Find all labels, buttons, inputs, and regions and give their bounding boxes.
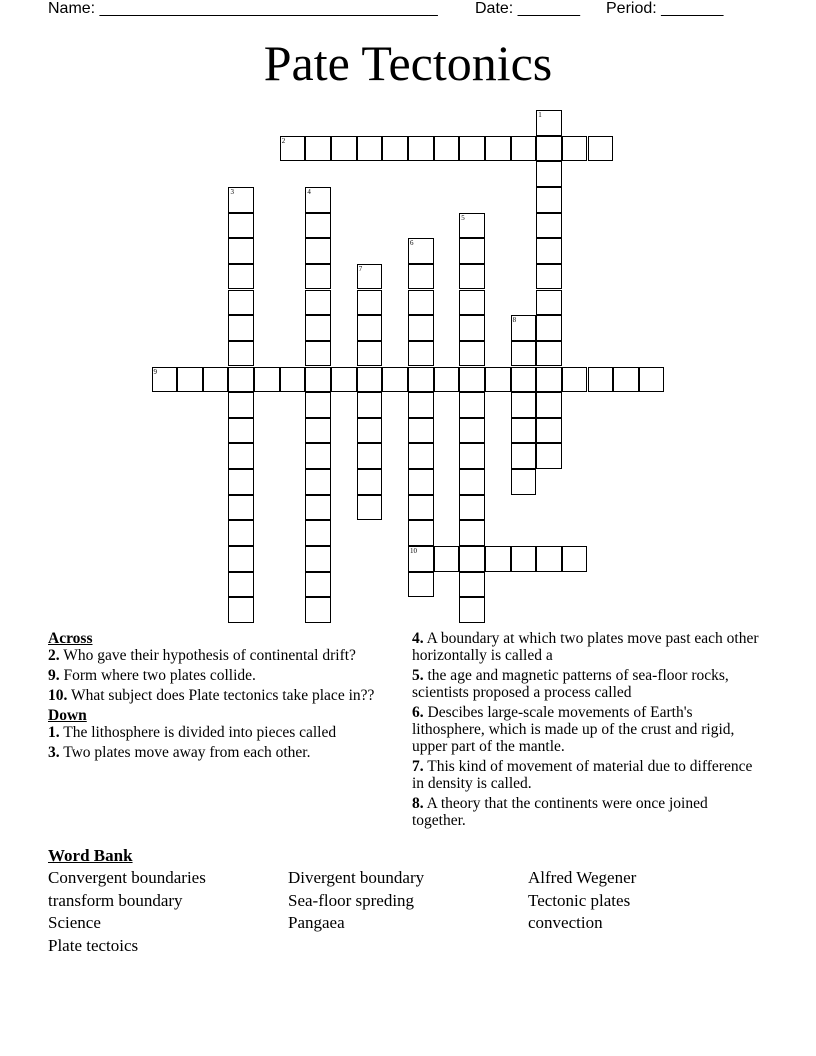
crossword-cell[interactable] xyxy=(305,264,331,290)
clue-number: 10. xyxy=(48,687,68,704)
crossword-cell[interactable] xyxy=(305,597,331,623)
crossword-cell[interactable] xyxy=(228,495,254,521)
clue-item xyxy=(412,758,762,792)
clue-number-label: 2 xyxy=(281,136,286,145)
crossword-cell[interactable] xyxy=(562,546,588,572)
clue-number-label: 1 xyxy=(538,111,542,119)
crossword-cell[interactable] xyxy=(228,315,254,341)
crossword-cell[interactable] xyxy=(228,469,254,495)
word-bank-item: Divergent boundary xyxy=(288,868,425,887)
crossword-cell[interactable] xyxy=(357,392,383,418)
crossword-cell[interactable] xyxy=(536,546,562,572)
crossword-cell[interactable] xyxy=(536,264,562,290)
crossword-cell[interactable] xyxy=(511,392,537,418)
clue-text: A boundary at which two plates move past each other horizontally is called a xyxy=(412,630,759,664)
crossword-cell[interactable] xyxy=(459,418,485,444)
clues-right-column xyxy=(412,630,762,832)
crossword-cell[interactable] xyxy=(562,367,588,393)
crossword-cell[interactable] xyxy=(536,213,562,239)
clue-text: Who gave their hypothesis of continental drift? xyxy=(59,647,356,664)
clue-number: 9. xyxy=(48,667,60,684)
crossword-cell[interactable] xyxy=(408,264,434,290)
crossword-cell[interactable] xyxy=(331,136,357,162)
crossword-cell[interactable] xyxy=(228,238,254,264)
crossword-cell[interactable] xyxy=(459,572,485,598)
clue-text: This kind of movement of material due to difference in density is called. xyxy=(412,758,753,792)
crossword-cell[interactable] xyxy=(228,418,254,444)
crossword-cell[interactable] xyxy=(459,443,485,469)
clue-text: A theory that the continents were once joined together. xyxy=(412,795,708,829)
crossword-cell[interactable] xyxy=(305,418,331,444)
crossword-cell[interactable] xyxy=(459,495,485,521)
clue-text: the age and magnetic patterns of sea-floor rocks, scientists proposed a process called xyxy=(412,667,729,701)
crossword-cell[interactable] xyxy=(588,136,614,162)
period-field-label: Period: _______ xyxy=(606,0,724,17)
crossword-cell[interactable] xyxy=(357,367,383,393)
crossword-cell[interactable] xyxy=(536,238,562,264)
crossword-cell[interactable] xyxy=(305,290,331,316)
across-clue-list xyxy=(48,647,393,704)
crossword-cell[interactable] xyxy=(228,367,254,393)
crossword-cell[interactable] xyxy=(382,136,408,162)
clue-number-label: 6 xyxy=(410,239,414,248)
clue-text: Descibes large-scale movements of Earth's lithosphere, which is made up of the crust and rigid, upper part of the mantle. xyxy=(412,704,735,755)
crossword-cell[interactable] xyxy=(408,495,434,521)
crossword-cell[interactable] xyxy=(331,367,357,393)
crossword-cell[interactable] xyxy=(459,392,485,418)
crossword-cell[interactable] xyxy=(459,546,485,572)
clue-number: 4. xyxy=(412,630,424,647)
crossword-cell[interactable] xyxy=(459,341,485,367)
crossword-cell[interactable] xyxy=(562,136,588,162)
clue-item xyxy=(48,647,393,664)
crossword-cell[interactable] xyxy=(408,136,434,162)
clue-number-label: 10 xyxy=(410,547,417,556)
crossword-cell[interactable] xyxy=(536,367,562,393)
crossword-cell[interactable] xyxy=(357,136,383,162)
crossword-cell[interactable] xyxy=(434,136,460,162)
crossword-cell[interactable] xyxy=(280,367,306,393)
clue-number: 1. xyxy=(48,724,60,741)
crossword-cell[interactable] xyxy=(357,495,383,521)
crossword-cell[interactable] xyxy=(357,290,383,316)
name-field-label: Name: ______________________________________ xyxy=(48,0,438,17)
crossword-cell[interactable] xyxy=(485,367,511,393)
clue-number: 7. xyxy=(412,758,424,775)
crossword-cell[interactable] xyxy=(305,495,331,521)
page-title: Pate Tectonics xyxy=(263,35,553,91)
crossword-cell[interactable] xyxy=(408,392,434,418)
crossword-cell[interactable] xyxy=(305,315,331,341)
word-bank-item: Pangaea xyxy=(288,913,345,932)
word-bank-item: Sea-floor spreding xyxy=(288,890,415,910)
clue-item xyxy=(412,704,762,755)
crossword-cell[interactable] xyxy=(536,443,562,469)
crossword-cell[interactable] xyxy=(588,367,614,393)
crossword-cell[interactable] xyxy=(203,367,229,393)
crossword-cell[interactable] xyxy=(228,264,254,290)
clue-number-label: 5 xyxy=(461,213,465,222)
crossword-cell[interactable] xyxy=(408,315,434,341)
crossword-cell[interactable] xyxy=(408,341,434,367)
clue-item xyxy=(412,795,762,829)
crossword-cell[interactable] xyxy=(459,136,485,162)
crossword-cell[interactable] xyxy=(228,572,254,598)
clue-number: 8. xyxy=(412,795,424,812)
crossword-cell[interactable] xyxy=(305,392,331,418)
crossword-cell[interactable] xyxy=(305,520,331,546)
crossword-cell[interactable] xyxy=(536,136,562,162)
crossword-cell[interactable] xyxy=(408,290,434,316)
crossword-cell[interactable] xyxy=(305,367,331,393)
crossword-cell[interactable] xyxy=(511,136,537,162)
crossword-cell[interactable] xyxy=(639,367,665,393)
crossword-cell[interactable] xyxy=(305,546,331,572)
date-field-label: Date: _______ xyxy=(475,0,580,17)
clue-text: Form where two plates collide. xyxy=(59,667,256,684)
word-bank-item: Convergent boundaries xyxy=(48,868,206,887)
crossword-cell[interactable] xyxy=(357,469,383,495)
word-bank-item: Science xyxy=(48,913,101,932)
crossword-cell[interactable] xyxy=(434,367,460,393)
crossword-cell[interactable] xyxy=(305,238,331,264)
clue-text: What subject does Plate tectonics take place in?? xyxy=(67,687,375,704)
clue-item xyxy=(412,630,762,664)
crossword-cell[interactable] xyxy=(305,136,331,162)
crossword-cell[interactable] xyxy=(511,341,537,367)
clue-number: 2. xyxy=(48,647,60,664)
crossword-cell[interactable] xyxy=(305,341,331,367)
crossword-cell[interactable] xyxy=(408,443,434,469)
crossword-cell[interactable] xyxy=(536,187,562,213)
crossword-cell[interactable] xyxy=(459,315,485,341)
crossword-cell[interactable] xyxy=(485,136,511,162)
crossword-cell[interactable] xyxy=(228,341,254,367)
word-bank-title: Word Bank xyxy=(48,846,133,865)
crossword-cell[interactable] xyxy=(228,443,254,469)
crossword-cell[interactable] xyxy=(511,469,537,495)
crossword-cell[interactable] xyxy=(408,418,434,444)
crossword-cell[interactable] xyxy=(459,290,485,316)
crossword-cell[interactable] xyxy=(177,367,203,393)
crossword-cell[interactable] xyxy=(459,238,485,264)
across-heading: Across xyxy=(48,630,93,647)
crossword-cell[interactable] xyxy=(536,341,562,367)
crossword-cell[interactable] xyxy=(228,520,254,546)
crossword-cell[interactable] xyxy=(408,469,434,495)
word-bank-item: Tectonic plates xyxy=(528,890,631,910)
crossword-cell[interactable] xyxy=(536,161,562,187)
word-bank-item: convection xyxy=(528,913,603,932)
clue-item xyxy=(48,667,393,684)
clue-number-label: 8 xyxy=(512,316,517,325)
crossword-cell[interactable] xyxy=(305,469,331,495)
crossword-cell[interactable] xyxy=(228,546,254,572)
word-bank-item: Plate tectoics xyxy=(48,935,139,955)
crossword-cell[interactable] xyxy=(613,367,639,393)
crossword-cell[interactable] xyxy=(434,546,460,572)
word-bank-item: transform boundary xyxy=(48,890,183,910)
clue-item xyxy=(48,744,393,761)
clue-number-label: 4 xyxy=(307,187,311,196)
clue-number-label: 7 xyxy=(358,264,363,273)
down-clue-list xyxy=(48,724,393,761)
clue-item xyxy=(412,667,762,701)
crossword-cell[interactable] xyxy=(511,443,537,469)
crossword-cell[interactable] xyxy=(228,290,254,316)
crossword-cell[interactable] xyxy=(254,367,280,393)
crossword-cell[interactable] xyxy=(357,443,383,469)
crossword-cell[interactable] xyxy=(408,572,434,598)
word-bank-item: Alfred Wegener xyxy=(528,868,637,887)
crossword-cell[interactable] xyxy=(511,418,537,444)
crossword-cell[interactable] xyxy=(228,392,254,418)
clue-number-label: 9 xyxy=(153,367,157,376)
crossword-cell[interactable] xyxy=(459,597,485,623)
clue-item xyxy=(48,724,393,741)
clues-left-column xyxy=(48,630,393,764)
crossword-cell[interactable] xyxy=(382,367,408,393)
crossword-cell[interactable] xyxy=(305,213,331,239)
crossword-cell[interactable] xyxy=(305,572,331,598)
crossword-cell[interactable] xyxy=(228,213,254,239)
down-clue-list-continued xyxy=(412,630,762,829)
crossword-cell[interactable] xyxy=(459,520,485,546)
clue-number: 5. xyxy=(412,667,424,684)
crossword-cell[interactable] xyxy=(536,418,562,444)
crossword-cell[interactable] xyxy=(305,443,331,469)
crossword-cell[interactable] xyxy=(511,546,537,572)
crossword-cell[interactable] xyxy=(536,290,562,316)
crossword-cell[interactable] xyxy=(511,367,537,393)
crossword-cell[interactable] xyxy=(485,546,511,572)
clue-item xyxy=(48,687,393,704)
crossword-cell[interactable] xyxy=(536,392,562,418)
crossword-cell[interactable] xyxy=(408,367,434,393)
clue-number: 6. xyxy=(412,704,424,721)
crossword-cell[interactable] xyxy=(357,341,383,367)
clue-text: Two plates move away from each other. xyxy=(59,744,311,761)
crossword-cell[interactable] xyxy=(357,418,383,444)
clue-number-label: 3 xyxy=(230,187,234,196)
clue-text: The lithosphere is divided into pieces called xyxy=(59,724,337,741)
crossword-cell[interactable] xyxy=(536,315,562,341)
down-heading: Down xyxy=(48,707,87,724)
crossword-cell[interactable] xyxy=(459,264,485,290)
crossword-cell[interactable] xyxy=(459,367,485,393)
crossword-cell[interactable] xyxy=(459,469,485,495)
crossword-cell[interactable] xyxy=(228,597,254,623)
crossword-cell[interactable] xyxy=(408,520,434,546)
crossword-cell[interactable] xyxy=(357,315,383,341)
clue-number: 3. xyxy=(48,744,60,761)
